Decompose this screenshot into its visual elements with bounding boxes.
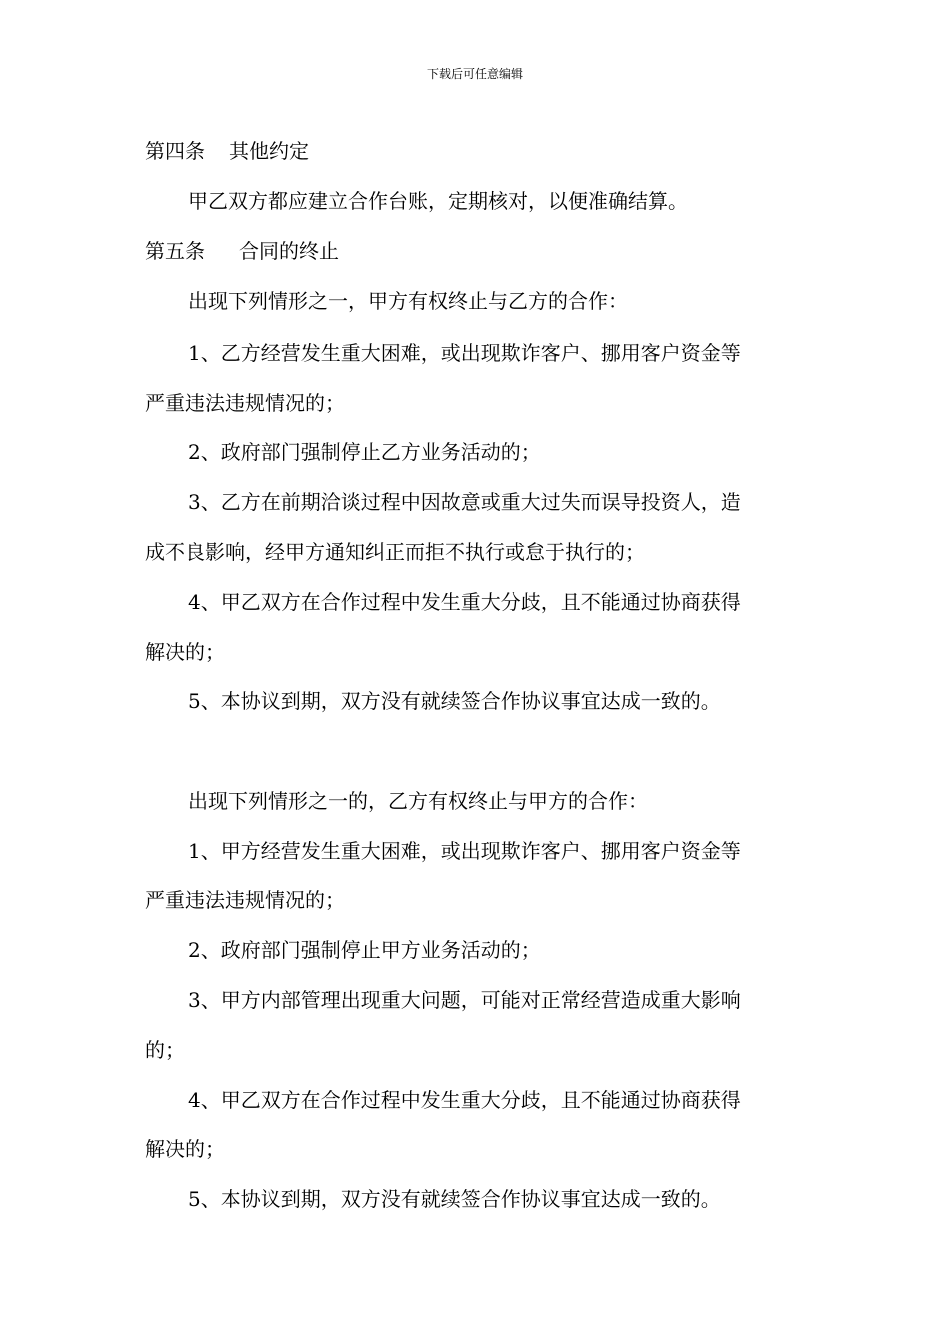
party-b-item-5: 5、本协议到期，双方没有就续签合作协议事宜达成一致的。: [188, 1187, 721, 1211]
party-a-item-5: 5、本协议到期，双方没有就续签合作协议事宜达成一致的。: [188, 689, 721, 713]
party-b-item-3-line-1: 3、甲方内部管理出现重大问题，可能对正常经营造成重大影响: [188, 988, 741, 1012]
party-b-item-2: 2、政府部门强制停止甲方业务活动的；: [188, 938, 541, 962]
party-b-item-4-line-2: 解决的；: [145, 1137, 225, 1161]
party-b-item-1-line-1: 1、甲方经营发生重大困难，或出现欺诈客户、挪用客户资金等: [188, 839, 741, 863]
party-b-item-1-line-2: 严重违法违规情况的；: [145, 888, 345, 912]
party-a-item-4-line-1: 4、甲乙双方在合作过程中发生重大分歧，且不能通过协商获得: [188, 590, 741, 614]
article-5-number: 第五条: [145, 239, 205, 263]
article-4-heading: [145, 137, 815, 165]
party-a-item-2: 2、政府部门强制停止乙方业务活动的；: [188, 440, 541, 464]
party-a-item-4-line-2: 解决的；: [145, 640, 225, 664]
party-a-item-3-line-1: 3、乙方在前期洽谈过程中因故意或重大过失而误导投资人，造: [188, 490, 741, 514]
party-b-item-3-line-2: 的；: [145, 1038, 185, 1062]
party-b-item-4-line-1: 4、甲乙双方在合作过程中发生重大分歧，且不能通过协商获得: [188, 1088, 741, 1112]
party-a-item-1-line-2: 严重违法违规情况的；: [145, 391, 345, 415]
party-a-item-3-line-2: 成不良影响，经甲方通知纠正而拒不执行或怠于执行的；: [145, 540, 645, 564]
article-4-paragraph: 甲乙双方都应建立合作台账，定期核对，以便准确结算。: [188, 189, 688, 213]
party-a-intro: 出现下列情形之一，甲方有权终止与乙方的合作：: [188, 289, 628, 313]
party-b-intro: 出现下列情形之一的，乙方有权终止与甲方的合作：: [188, 789, 648, 813]
article-4-title: 其他约定: [229, 139, 309, 163]
article-5-title: 合同的终止: [239, 239, 339, 263]
party-a-item-1-line-1: 1、乙方经营发生重大困难，或出现欺诈客户、挪用客户资金等: [188, 341, 741, 365]
page-header: 下载后可任意编辑: [426, 67, 523, 81]
article-5-heading: [145, 237, 815, 265]
article-4-number: 第四条: [145, 139, 205, 163]
